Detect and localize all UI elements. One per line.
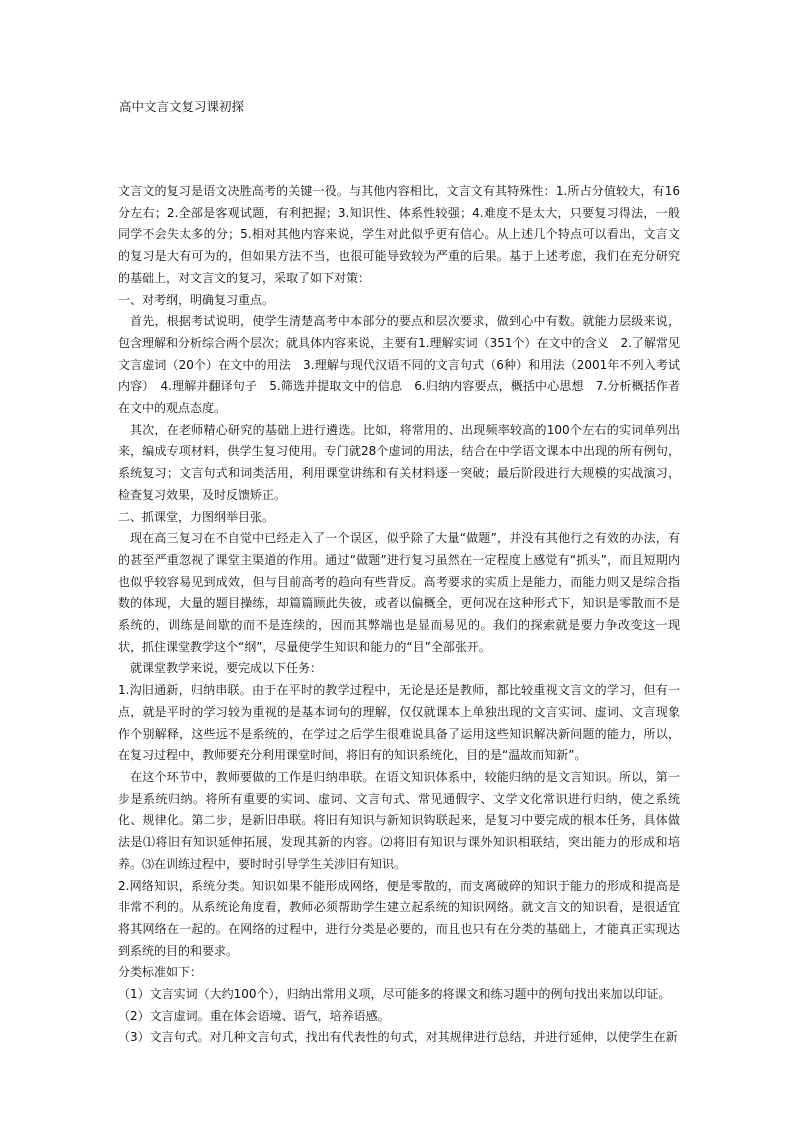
document-body [118, 181, 680, 1049]
section-heading-1: 一、对考纲，明确复习重点。 [118, 292, 275, 307]
paragraph: 在这个环节中，教师要做的工作是归纳串联。在语文知识体系中，较能归纳的是文言知识。所以，第一步是系统归纳。将所有重要的实词、虚词、文言句式、常见通假字、文学文化常识进行归纳，使之系统化、规律化。第二步，是新旧串联。将旧有知识与新知识钩联起来，是复习中要完成的根本任务，具体做法是⑴将旧有知识延伸拓展，发现其新的内容。⑵将旧有知识与课外知识相联结，突出能力的形成和培养。⑶在训练过程中，要时时引导学生关涉旧有知识。 [118, 769, 680, 871]
paragraph: 就课堂教学来说，要完成以下任务： [130, 661, 323, 676]
paragraph: 1.沟旧通新，归纳串联。由于在平时的教学过程中，无论是还是教师，都比较重视文言文的学习，但有一点，就是平时的学习较为重视的是基本词句的理解，仅仅就课本上单独出现的文言实词、虚词、文言现象作个别解释，这些远不是系统的，在学过之后学生很难说具备了运用这些知识解决新问题的能力，所以，在复习过程中，教师要充分利用课堂时间，将旧有的知识系统化，目的是“温故而知新”。 [118, 683, 680, 763]
paragraph-intro: 文言文的复习是语文决胜高考的关键一役。与其他内容相比，文言文有其特殊性：1.所占分值较大，有16分左右；2.全部是客观试题，有利把握；3.知识性、体系性较强；4.难度不是太大，只要复习得法，一般同学不会失太多的分；5.相对其他内容来说，学生对此似乎更有信心。从上述几个特点可以看出，文言文的复习是大有可为的，但如果方法不当，也很可能导致较为严重的后果。基于上述考虑，我们在充分研究的基础上，对文言文的复习，采取了如下对策： [118, 184, 680, 285]
paragraph: 其次，在老师精心研究的基础上进行遴选。比如，将常用的、出现频率较高的100个左右的实词单列出来，编成专项材料，供学生复习使用。专门就28个虚词的用法，结合在中学语文课本中出现的所有例句，系统复习；文言句式和词类活用，利用课堂讲练和有关材料逐一突破；最后阶段进行大规模的实战演习，检查复习效果，及时反馈矫正。 [118, 422, 680, 502]
list-item: （3）文言句式。对几种文言句式，找出有代表性的句式，对其规律进行总结，并进行延伸，以使学生在新 [118, 1030, 678, 1045]
list-item: （1）文言实词（大约100个），归纳出常用义项，尽可能多的将课文和练习题中的例句找出来加以印证。 [118, 987, 671, 1002]
paragraph: 2.网络知识，系统分类。知识如果不能形成网络，便是零散的，而支离破碎的知识于能力的形成和提高是非常不利的。从系统论角度看，教师必须帮助学生建立起系统的知识网络。就文言文的知识看，是很适宜将其网络在一起的。在网络的过程中，进行分类是必要的，而且也只有在分类的基础上，才能真正实现达到系统的目的和要求。 [118, 878, 680, 958]
document-title: 高中文言文复习课初探 [119, 99, 245, 114]
paragraph: 分类标准如下： [118, 965, 203, 980]
paragraph: 首先，根据考试说明，使学生清楚高考中本部分的要点和层次要求，做到心中有数。就能力层级来说，包含理解和分析综合两个层次；就具体内容来说，主要有1.理解实词（351个）在文中的含义 2.了解常见文言虚词（20个）在文中的用法 3.理解与现代汉语不同的文言句式（6种）和用法（2001年不列入考试内容） 4.理解并翻译句子 5.筛选并提取文中的信息 6.归纳内容要点，概括中心思想 7.分析概括作者在文中的观点态度。 [118, 314, 680, 416]
list-item: （2）文言虚词。重在体会语境、语气，培养语感。 [118, 1008, 390, 1023]
section-heading-2: 二、抓课堂，力图纲举目张。 [118, 509, 275, 524]
paragraph: 现在高三复习在不自觉中已经走入了一个误区，似乎除了大量“做题”，并没有其他行之有效的办法，有的甚至严重忽视了课堂主渠道的作用。通过“做题”进行复习虽然在一定程度上感觉有“抓头”，而且短期内也似乎较容易见到成效，但与目前高考的趋向有些背反。高考要求的实质上是能力，而能力则又是综合指数的体现，大量的题目操练，却篇篇顾此失彼，或者以偏概全，更何况在这种形式下，知识是零散而不是系统的，训练是间歇的而不是连续的，因而其弊端也是显而易见的。我们的探索就是要力争改变这一现状，抓住课堂教学这个“纲”，尽量使学生知识和能力的“目”全部张开。 [118, 531, 680, 654]
